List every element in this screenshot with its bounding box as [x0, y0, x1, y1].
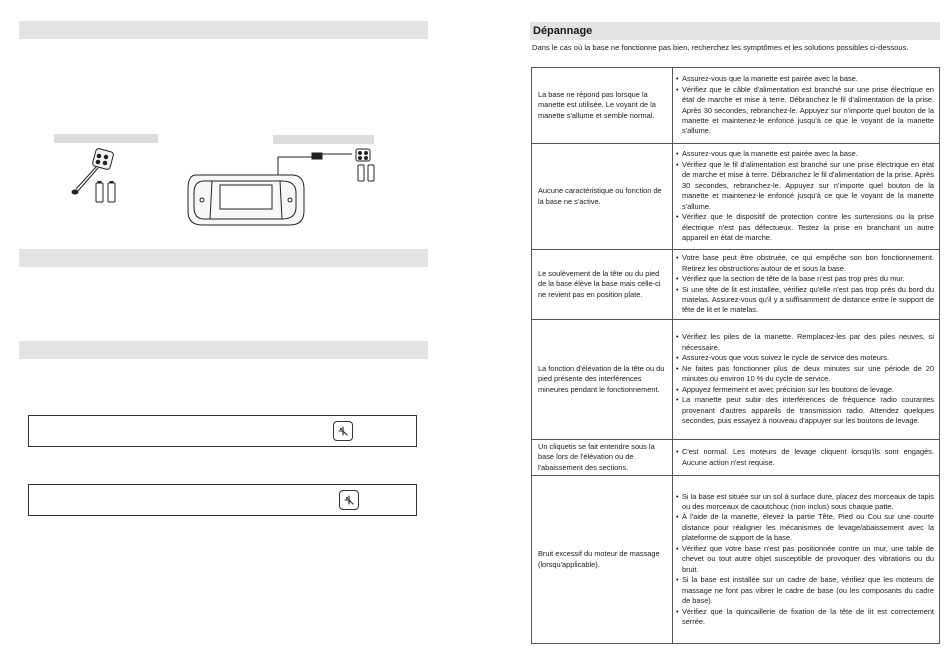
list-item: • Ne faites pas fonctionner plus de deux minutes sur une période de 20 minutes ou environ 10 % du cycle de service. — [677, 364, 934, 385]
left-section-header-bar-1 — [19, 21, 428, 39]
list-item: • La manette peut subir des interférences de fréquence radio courantes provenant d'autres appareils de transmission radio. Attendez quelques secondes, puis essayez à nouveau d'appuyer sur les boutons de levage. — [677, 395, 934, 426]
list-item: • Assurez-vous que la manette est pairée avec la base. — [677, 149, 934, 159]
remote-label-bar — [54, 134, 158, 143]
instruction-box-1 — [28, 415, 417, 447]
solution-list — [677, 492, 934, 628]
solution-cell — [673, 320, 940, 440]
list-item: • Vérifiez que votre base n'est pas positionnée contre un mur, une table de chevet ou tout autre objet susceptible de provoquer des vibrations ou du bruit. — [677, 544, 934, 575]
list-item: • Appuyez fermement et avec précision sur les boutons de levage. — [677, 385, 934, 395]
solution-list — [677, 74, 934, 137]
symptom-cell: Le soulèvement de la tête ou du pied de la base élève la base mais celle-ci ne revient pas en position plate. — [532, 250, 673, 320]
solution-cell — [673, 144, 940, 250]
solution-list — [677, 149, 934, 243]
list-item: • Assurez-vous que vous suivez le cycle de service des moteurs. — [677, 353, 934, 363]
list-item: • Si la base est installée sur un cadre de base, vérifiez que les moteurs de massage ne font pas vibrer le cadre de base (ou les composants du cadre de base). — [677, 575, 934, 606]
table-row — [532, 440, 940, 476]
list-item: • Vérifiez que le fil d'alimentation est branché sur une prise électrique en état de marche et mise à terre. Débranchez le fil d'alimentation de la prise. Après 30 secondes, rebranchez-le. Appuyez sur n'importe quel bouton de la manette et maintenez-le enfoncé jusqu'à ce que le voyant de la manette s'allume. — [677, 160, 934, 212]
solution-cell — [673, 250, 940, 320]
solution-list — [677, 332, 934, 426]
instruction-box-2 — [28, 484, 417, 516]
list-item: • C'est normal. Les moteurs de levage cliquent lorsqu'ils sont engagés. Aucune action n'est requise. — [677, 447, 934, 468]
power-cord — [278, 154, 332, 175]
list-item: • À l'aide de la manette, élevez la partie Tête, Pied ou Cou sur une courte distance pour réaligner les mécanismes de levage/abaissement avec la plateforme de support de la base. — [677, 512, 934, 543]
list-item: • Vérifiez que la section de tête de la base n'est pas trop près du mur. — [677, 274, 934, 284]
table-row — [532, 476, 940, 644]
remote-and-batteries-illustration — [64, 146, 134, 206]
list-item: • Vérifiez que la quincaillerie de fixation de la tête de lit est correctement serrée. — [677, 607, 934, 628]
troubleshooting-table — [531, 67, 940, 644]
solution-list — [677, 253, 934, 316]
list-item: • Assurez-vous que la manette est pairée avec la base. — [677, 74, 934, 84]
bed-base-illustration — [182, 145, 392, 230]
list-item: • Vérifiez les piles de la manette. Remplacez-les par des piles neuves, si nécessaire. — [677, 332, 934, 353]
table-row — [532, 68, 940, 144]
hand-press-icon — [339, 490, 359, 510]
base-label-bar — [273, 135, 374, 144]
hand-press-icon — [333, 421, 353, 441]
list-item: • Votre base peut être obstruée, ce qui empêche son bon fonctionnement. Retirez les obstructions autour de et sous la base. — [677, 253, 934, 274]
symptom-cell: Bruit excessif du moteur de massage (lorsqu'applicable). — [532, 476, 673, 644]
battery-pack-icon — [356, 149, 374, 181]
battery-icon — [96, 182, 115, 203]
left-section-header-bar-3 — [19, 341, 428, 359]
intro-text: Dans le cas où la base ne fonctionne pas bien, recherchez les symptômes et les solutions possibles ci-dessous. — [532, 43, 909, 52]
symptom-cell: Un cliquetis se fait entendre sous la base lors de l'élévation ou de l'abaissement des sections. — [532, 440, 673, 476]
left-section-header-bar-2 — [19, 249, 428, 267]
solution-cell — [673, 440, 940, 476]
table-row — [532, 144, 940, 250]
page-title: Dépannage — [530, 22, 940, 40]
symptom-cell: Aucune caractéristique ou fonction de la base ne s'active. — [532, 144, 673, 250]
solution-cell — [673, 476, 940, 644]
list-item: • Si la base est située sur un sol à surface dure, placez des morceaux de tapis ou des morceaux de caoutchouc (non inclus) sous chaque patte. — [677, 492, 934, 513]
list-item: • Vérifiez que le dispositif de protection contre les surtensions ou la prise électrique n'est pas défectueux. Testez la prise en branchant un autre appareil en état de marche. — [677, 212, 934, 243]
symptom-cell: La base ne répond pas lorsque la manette est utilisée. Le voyant de la manette s'allume et semble normal. — [532, 68, 673, 144]
table-row — [532, 320, 940, 440]
symptom-cell: La fonction d'élévation de la tête ou du pied présente des interférences mineures pendant le fonctionnement. — [532, 320, 673, 440]
solution-cell — [673, 68, 940, 144]
solution-list — [677, 447, 934, 468]
list-item: • Si une tête de lit est installée, vérifiez qu'elle n'est pas trop près du bord du matelas. Assurez-vous qu'il y a suffisamment de distance entre le support de tête de lit et le matelas. — [677, 285, 934, 316]
list-item: • Vérifiez que le câble d'alimentation est branché sur une prise électrique en état de marche et mise à terre. Débranchez le fil d'alimentation de la prise. Après 30 secondes, rebranchez-le. Appuyez sur n'importe quel bouton de la manette et maintenez-le enfoncé jusqu'à ce que le voyant de la manette s'allume. — [677, 85, 934, 137]
table-row — [532, 250, 940, 320]
